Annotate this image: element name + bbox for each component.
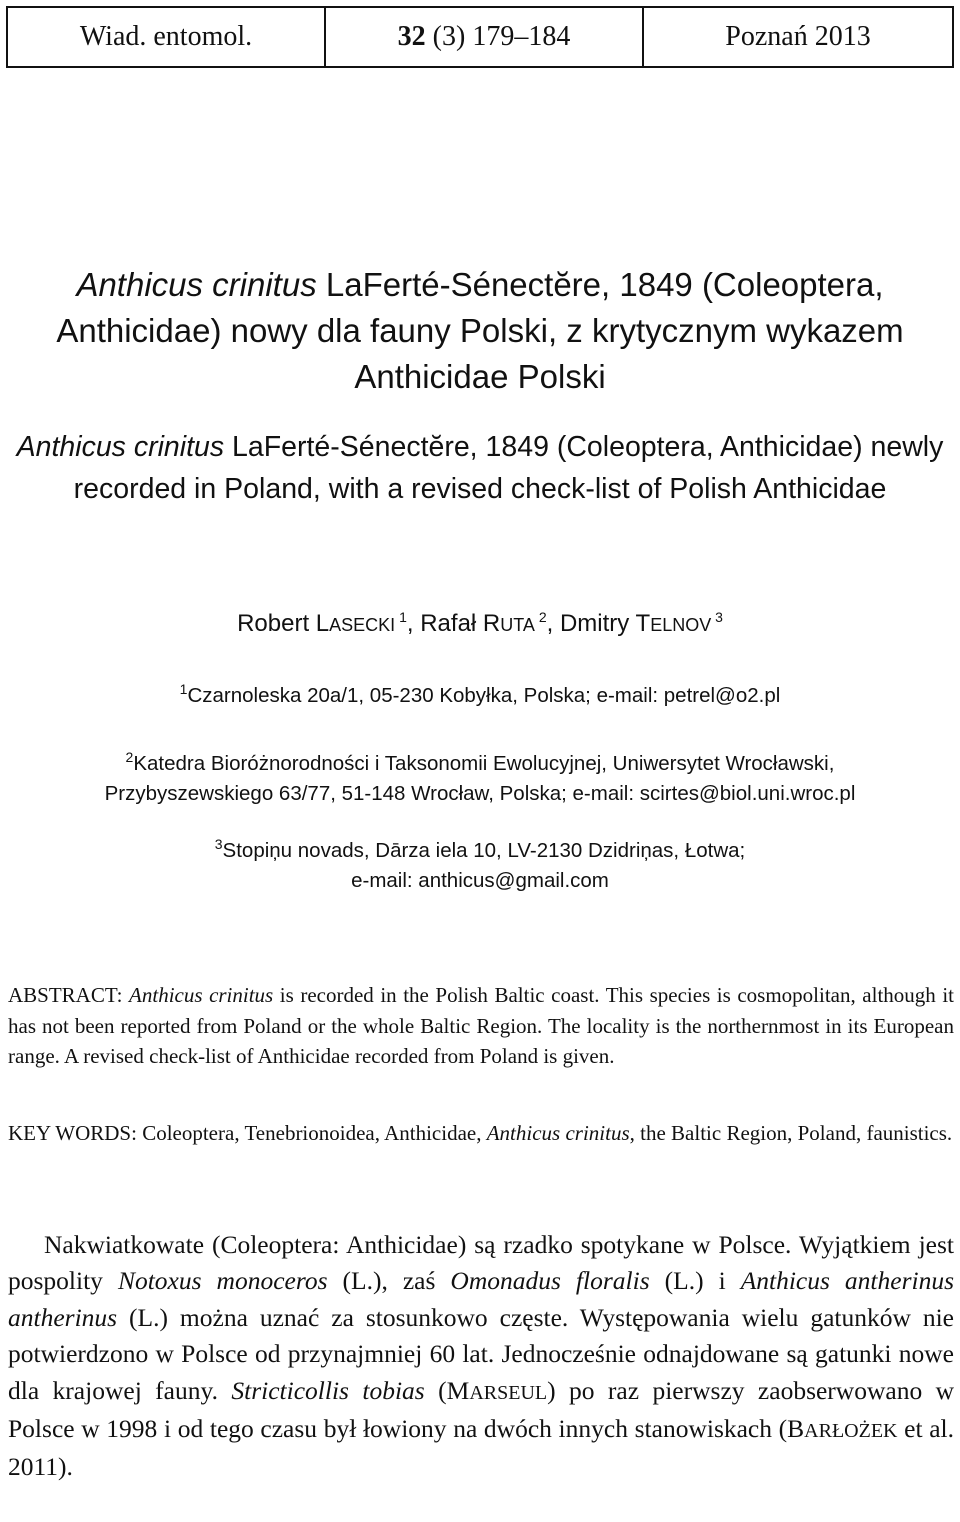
author-surname-initial: R xyxy=(482,610,501,637)
author-first-name: Rafał xyxy=(420,610,477,637)
author-first-name: Dmitry xyxy=(559,610,630,637)
body-text-run: (L.) można uznać za stosunkowo częste. Występowania wielu gatunków nie potwierdzono w Polsce od przynajmniej 60 lat. Jednocześnie odnajdowane są gatunki nowe dla krajowej fauny. xyxy=(8,1302,954,1405)
title-polish-rest: LaFerté-Sénectĕre, 1849 (Coleoptera, Anthicidae) nowy dla fauny Polski, z krytycznym wykazem Anthicidae Polski xyxy=(56,266,904,395)
author xyxy=(420,610,560,637)
affiliation-3 xyxy=(0,836,960,896)
author-affiliation-mark: 1 xyxy=(399,609,407,625)
affiliation-mark: 2 xyxy=(125,749,134,766)
title-english-rest: LaFerté-Sénectĕre, 1849 (Coleoptera, Anthicidae) newly recorded in Poland, with a revised check-list of Polish Anthicidae xyxy=(73,431,944,505)
author xyxy=(237,610,420,637)
abstract-label: ABSTRACT: xyxy=(8,983,123,1007)
affiliation-2 xyxy=(0,749,960,809)
author-affiliation-mark: 2 xyxy=(538,609,547,625)
keywords-species: Anthicus crinitus xyxy=(486,1121,630,1145)
affiliation-line: Przybyszewskiego 63/77, 51-148 Wrocław, Polska; e-mail: scirtes@biol.uni.wroc.pl xyxy=(104,782,856,805)
affiliation-mark: 3 xyxy=(214,836,223,853)
affiliation-1 xyxy=(0,681,960,711)
place-year xyxy=(644,8,952,66)
journal-header xyxy=(6,6,954,68)
abstract xyxy=(8,980,954,1072)
affiliation-line: Czarnoleska 20a/1, 05-230 Kobyłka, Polska; e-mail: petrel@o2.pl xyxy=(187,684,781,707)
volume-info xyxy=(326,8,644,66)
author-separator: , xyxy=(546,610,560,637)
journal-name xyxy=(8,8,326,66)
journal-name-text: Wiad. entomol. xyxy=(79,21,253,52)
affiliation-mark: 1 xyxy=(179,681,188,698)
species-name: Omonadus floralis xyxy=(450,1266,650,1296)
key-words xyxy=(8,1118,954,1149)
volume-number: 32 xyxy=(397,21,426,52)
abstract-text: is recorded in the Polish Baltic coast. This species is cosmopolitan, although it has not been reported from Poland or the whole Baltic Region. The locality is the northernmost in its European range. A revised check-list of Anthicidae recorded from Poland is given. xyxy=(8,983,954,1068)
author-first-name: Robert xyxy=(237,610,310,637)
keywords-text: Coleoptera, Tenebrionoidea, Anthicidae, xyxy=(142,1121,482,1145)
author-surname-rest: UTA xyxy=(500,615,535,635)
author xyxy=(560,610,723,637)
author-surname-initial: T xyxy=(635,610,651,637)
species-name: Stricticollis tobias xyxy=(231,1375,425,1405)
title-polish-species: Anthicus crinitus xyxy=(76,266,317,303)
keywords-text: , the Baltic Region, Poland, faunistics. xyxy=(629,1121,953,1145)
author-separator: , xyxy=(406,610,421,637)
author-list xyxy=(0,610,960,638)
issue-pages: (3) 179–184 xyxy=(432,21,571,52)
body-text-run: et al. 2011). xyxy=(8,1414,955,1482)
species-name: Anthicus antherinus antherinus xyxy=(8,1266,955,1332)
body-text-run: Nakwiatkowate (Coleoptera: Anthicidae) są rzadko spotykane w Polsce. Wyjątkiem jest pospolity xyxy=(8,1230,954,1296)
affiliation-line: Katedra Bioróżnorodności i Taksonomii Ewolucyjnej, Uniwersytet Wrocławski, xyxy=(133,752,835,775)
author-surname-initial: L xyxy=(315,610,330,637)
affiliation-line: Stopiņu novads, Dārza iela 10, LV-2130 Dzidriņas, Łotwa; xyxy=(222,839,746,862)
author-affiliation-mark: 3 xyxy=(715,609,723,625)
author-surname-rest: ASECKI xyxy=(329,615,396,635)
title-polish xyxy=(20,262,940,400)
title-english-species: Anthicus crinitus xyxy=(16,431,225,463)
place-year-text: Poznań 2013 xyxy=(725,21,871,52)
affiliation-line: e-mail: anthicus@gmail.com xyxy=(351,869,609,892)
keywords-label: KEY WORDS: xyxy=(8,1121,137,1145)
body-text-run: (L.), zaś xyxy=(342,1266,436,1296)
abstract-species: Anthicus crinitus xyxy=(129,983,274,1007)
author-surname-rest: ELNOV xyxy=(650,615,712,635)
author-surname-rest: ARŁOŻEK xyxy=(804,1420,898,1443)
body-paragraph xyxy=(8,1227,954,1486)
body-text-run: (M xyxy=(438,1375,470,1405)
title-english xyxy=(10,426,950,510)
body-text-run: (L.) i xyxy=(664,1266,726,1296)
author-surname-rest: ARSEUL xyxy=(469,1381,548,1404)
body-text-run: ) po raz pierwszy zaobserwowano w Polsce w 1998 i od tego czasu był łowiony na dwóch innych stanowiskach (B xyxy=(8,1375,955,1444)
species-name: Notoxus monoceros xyxy=(117,1266,328,1296)
